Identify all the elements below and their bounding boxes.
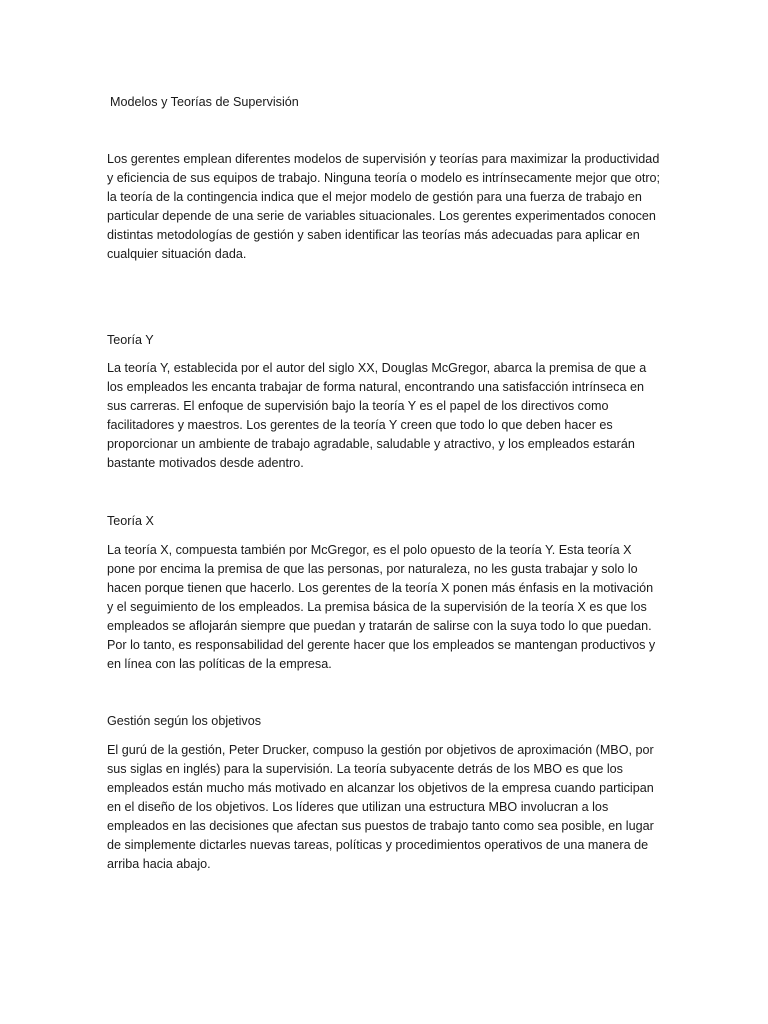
document-title: Modelos y Teorías de Supervisión [110,95,299,109]
section-body-teoria-x: La teoría X, compuesta también por McGregor, es el polo opuesto de la teoría Y. Esta teoría X pone por encima la premisa de que las personas, por naturaleza, no les gusta trabajar y solo lo hacen porque tienen que hacerlo. Los gerentes de la teoría X ponen más énfasis en la motivación y el seguimiento de los empleados. La premisa básica de la supervisión de la teoría X es que los empleados se aflojarán siempre que puedan y tratarán de salirse con la suya todo lo que puedan. Por lo tanto, es responsabilidad del gerente hacer que los empleados se mantengan productivos y en línea con las políticas de la empresa. [107,543,656,671]
section-heading-teoria-y: Teoría Y [107,333,154,347]
intro-paragraph: Los gerentes emplean diferentes modelos de supervisión y teorías para maximizar la productividad y eficiencia de sus equipos de trabajo. Ninguna teoría o modelo es intrínsecamente mejor que otro; la teoría de la contingencia indica que el mejor modelo de gestión para una fuerza de trabajo en particular depende de una serie de variables situacionales. Los gerentes experimentados conocen distintas metodologías de gestión y saben identificar las teorías más adecuadas para aplicar en cualquier situación dada. [107,152,661,261]
section-heading-gestion-objetivos: Gestión según los objetivos [107,714,262,728]
section-body-gestion-objetivos: El gurú de la gestión, Peter Drucker, compuso la gestión por objetivos de aproximación (MBO, por sus siglas en inglés) para la supervisión. La teoría subyacente detrás de los MBO es que los empleados están mucho más motivado en alcanzar los objetivos de la empresa cuando participan en el diseño de los objetivos. Los líderes que utilizan una estructura MBO involucran a los empleados en las decisiones que afectan sus puestos de trabajo tanto como sea posible, en lugar de simplemente dictarles nuevas tareas, políticas y procedimientos operativos de una manera de arriba hacia abajo. [107,743,654,871]
section-body-teoria-y: La teoría Y, establecida por el autor del siglo XX, Douglas McGregor, abarca la premisa de que a los empleados les encanta trabajar de forma natural, encontrando una satisfacción intrínseca en sus carreras. El enfoque de supervisión bajo la teoría Y es el papel de los directivos como facilitadores y maestros. Los gerentes de la teoría Y creen que todo lo que deben hacer es proporcionar un ambiente de trabajo agradable, saludable y atractivo, y los empleados estarán bastante motivados desde adentro. [107,361,647,470]
section-heading-teoria-x: Teoría X [107,514,154,528]
